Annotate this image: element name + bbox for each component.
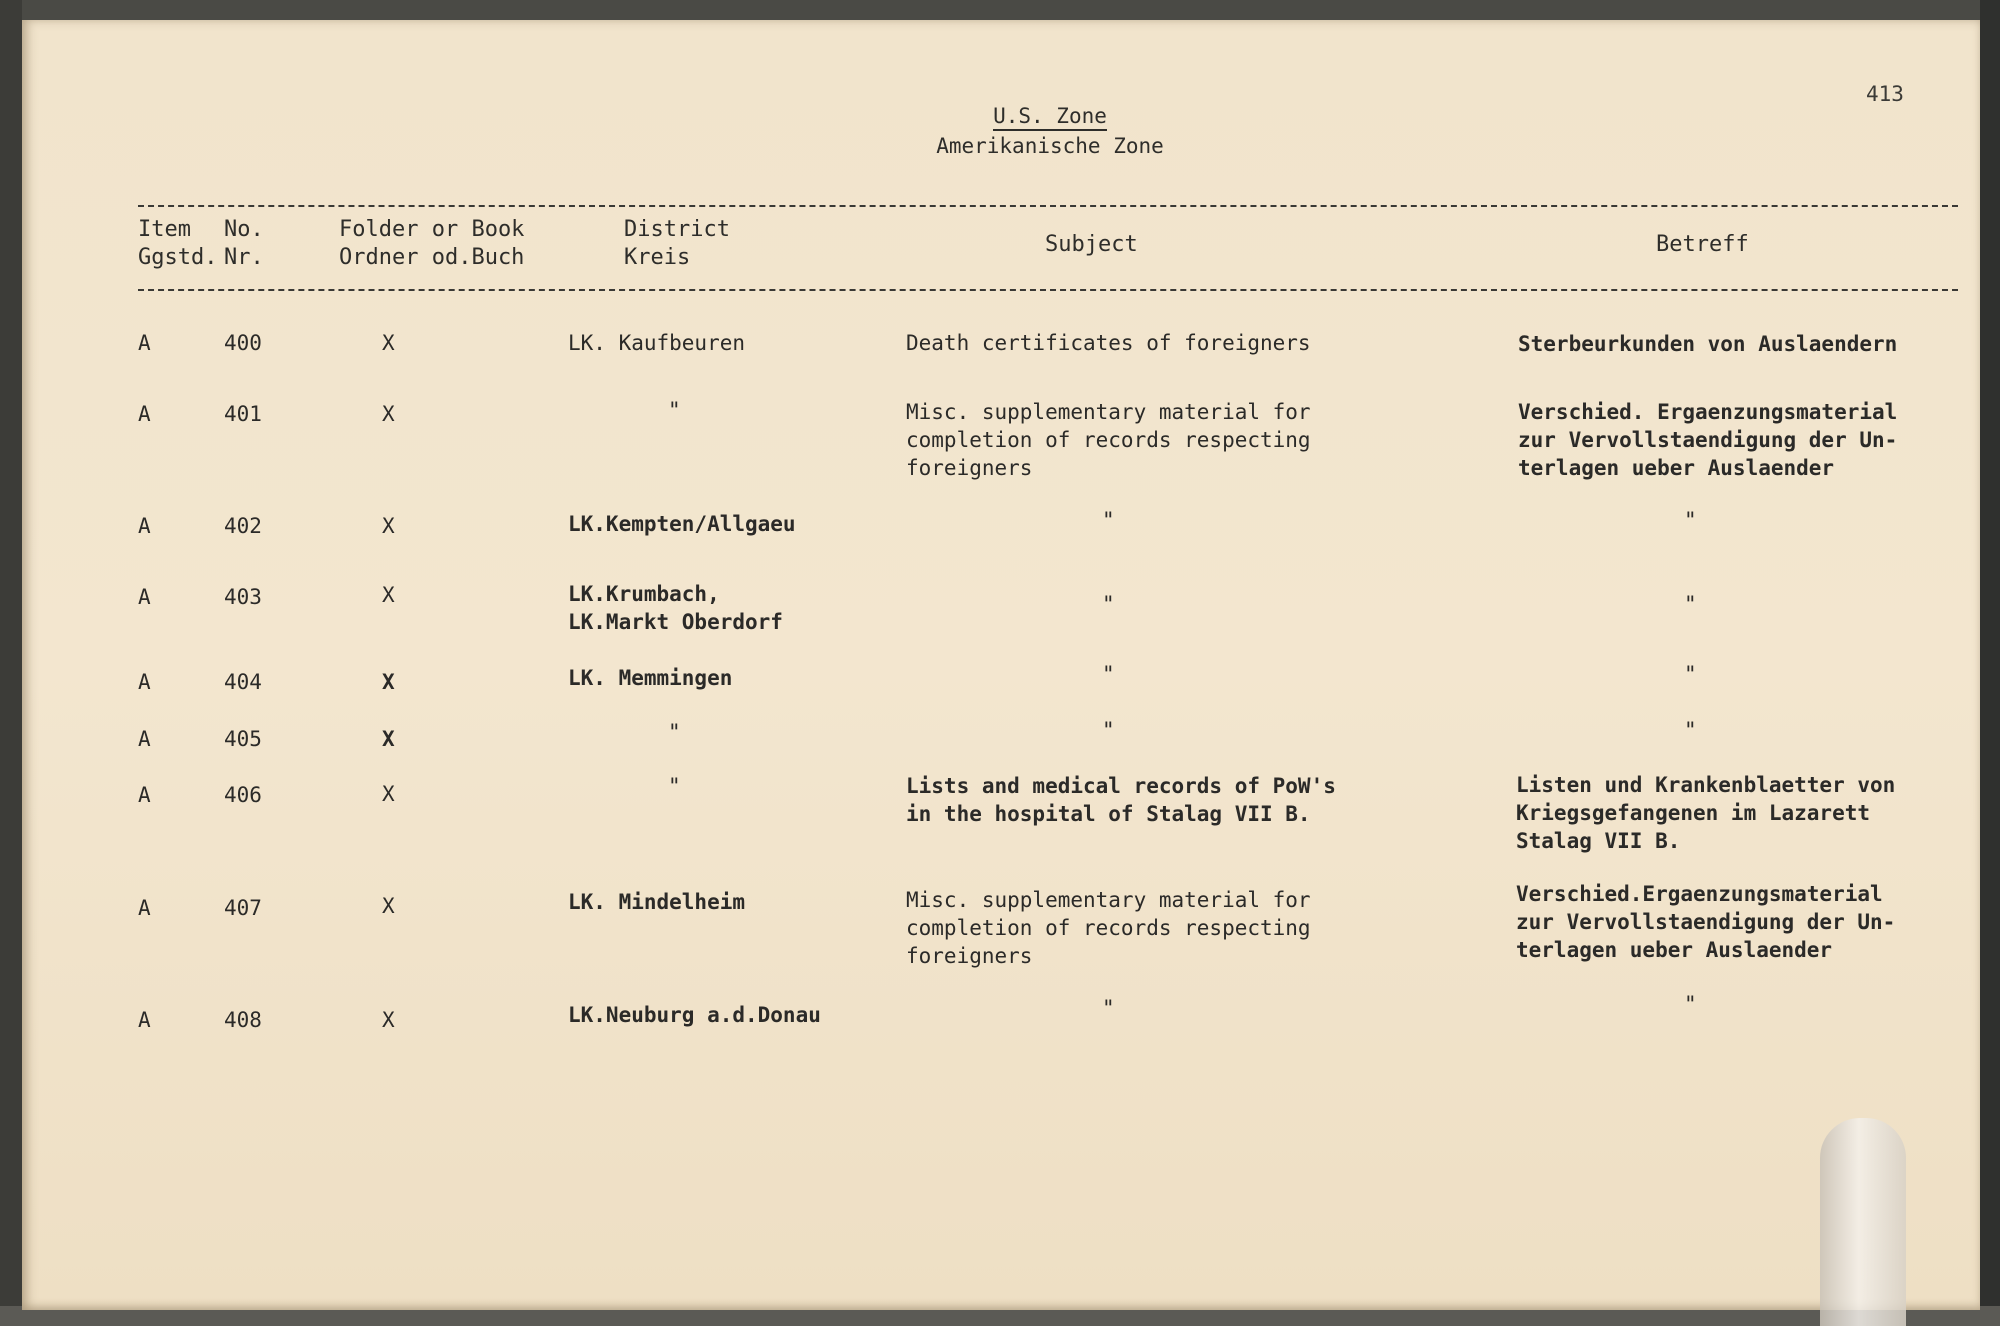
header-folder: Folder or Book xyxy=(339,217,525,242)
header-betreff: Betreff xyxy=(1656,232,1749,257)
row-401-folder: X xyxy=(382,402,395,426)
row-408-item: A xyxy=(138,1008,151,1032)
row-405-betreff-ditto: " xyxy=(1684,718,1697,742)
header-folder-de: Ordner od.Buch xyxy=(339,245,525,270)
header-no-de: Nr. xyxy=(224,245,264,270)
row-407-number: 407 xyxy=(224,896,262,920)
row-405-district-ditto: " xyxy=(668,720,681,744)
header-rule-bottom xyxy=(138,289,1958,291)
header-subject: Subject xyxy=(1045,232,1138,257)
row-401-number: 401 xyxy=(224,402,262,426)
row-400-betreff: Sterbeurkunden von Auslaendern xyxy=(1518,332,1898,356)
header-district-de: Kreis xyxy=(624,245,691,270)
row-402-folder: X xyxy=(382,514,395,538)
row-402-item: A xyxy=(138,514,151,538)
scan-edge-top xyxy=(0,0,2000,20)
row-408-number: 408 xyxy=(224,1008,262,1032)
row-402-district: LK.Kempten/Allgaeu xyxy=(568,512,796,536)
row-408-betreff-ditto: " xyxy=(1684,992,1697,1016)
row-401-subject: Misc. supplementary material for completion of records respecting foreigners xyxy=(906,400,1311,480)
scan-edge-right xyxy=(1980,0,2000,1326)
row-402-number: 402 xyxy=(224,514,262,538)
row-403-folder: X xyxy=(382,583,395,607)
row-404-district: LK. Memmingen xyxy=(568,666,733,690)
header-item-de: Ggstd. xyxy=(138,245,218,270)
header-no: No. xyxy=(224,217,264,242)
row-404-number: 404 xyxy=(224,670,262,694)
row-408-folder: X xyxy=(382,1008,395,1032)
row-404-folder: X xyxy=(382,670,395,694)
page-number: 413 xyxy=(1866,82,1904,106)
row-406-betreff: Listen und Krankenblaetter von Kriegsgefangenen im Lazarett Stalag VII B. xyxy=(1516,773,1896,853)
row-404-subject-ditto: " xyxy=(1102,662,1115,686)
row-401-item: A xyxy=(138,402,151,426)
page-holder-clip xyxy=(1820,1118,1906,1326)
row-400-district: LK. Kaufbeuren xyxy=(568,331,746,355)
row-408-subject-ditto: " xyxy=(1102,996,1115,1020)
row-403-item: A xyxy=(138,585,151,609)
row-403-subject-ditto: " xyxy=(1102,592,1115,616)
row-406-folder: X xyxy=(382,782,395,806)
row-404-betreff-ditto: " xyxy=(1684,662,1697,686)
row-406-district-ditto: " xyxy=(668,774,681,798)
row-405-folder: X xyxy=(382,727,395,751)
row-403-district: LK.Krumbach, LK.Markt Oberdorf xyxy=(568,582,783,634)
row-400-item: A xyxy=(138,331,151,355)
row-406-number: 406 xyxy=(224,783,262,807)
header-rule-top xyxy=(138,205,1958,207)
header-district: District xyxy=(624,217,730,242)
row-404-item: A xyxy=(138,670,151,694)
scan-edge-left xyxy=(0,0,22,1326)
row-402-subject-ditto: " xyxy=(1102,508,1115,532)
row-401-betreff: Verschied. Ergaenzungsmaterial zur Vervollstaendigung der Un- terlagen ueber Auslaender xyxy=(1518,400,1898,480)
title-english-text: U.S. Zone xyxy=(993,104,1107,131)
row-407-folder: X xyxy=(382,894,395,918)
row-400-folder: X xyxy=(382,331,395,355)
row-407-subject: Misc. supplementary material for completion of records respecting foreigners xyxy=(906,888,1311,968)
row-400-number: 400 xyxy=(224,331,262,355)
row-405-subject-ditto: " xyxy=(1102,718,1115,742)
title-english xyxy=(0,104,2000,128)
row-402-betreff-ditto: " xyxy=(1684,508,1697,532)
row-406-subject: Lists and medical records of PoW's in the hospital of Stalag VII B. xyxy=(906,774,1336,826)
row-407-betreff: Verschied.Ergaenzungsmaterial zur Vervollstaendigung der Un- terlagen ueber Auslaender xyxy=(1516,882,1896,962)
header-item: Item xyxy=(138,217,191,242)
row-407-district: LK. Mindelheim xyxy=(568,890,746,914)
row-406-item: A xyxy=(138,783,151,807)
row-405-number: 405 xyxy=(224,727,262,751)
row-403-number: 403 xyxy=(224,585,262,609)
row-407-item: A xyxy=(138,896,151,920)
row-401-district-ditto: " xyxy=(668,398,681,422)
row-408-district: LK.Neuburg a.d.Donau xyxy=(568,1003,821,1027)
row-403-betreff-ditto: " xyxy=(1684,592,1697,616)
title-german: Amerikanische Zone xyxy=(936,134,1164,158)
row-405-item: A xyxy=(138,727,151,751)
row-400-subject: Death certificates of foreigners xyxy=(906,331,1311,355)
